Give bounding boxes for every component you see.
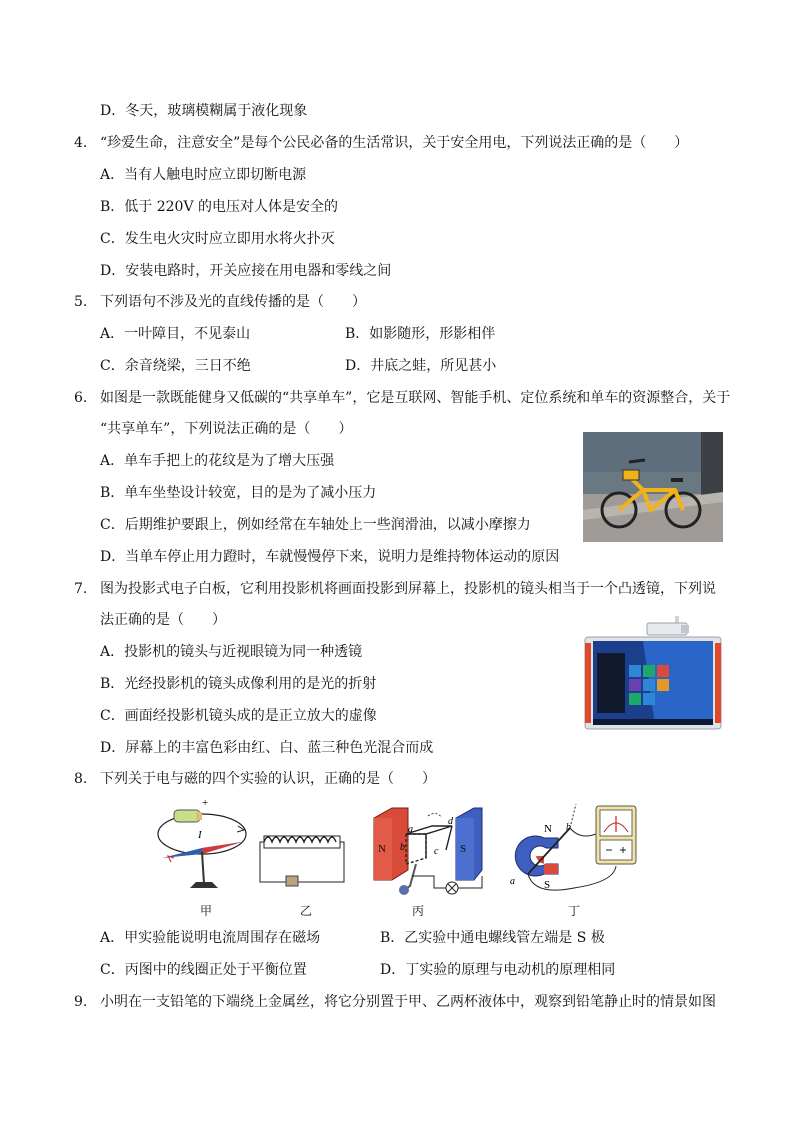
wire-b-label: b: [566, 822, 571, 833]
q3-option-d: D．冬天，玻璃模糊属于液化现象: [100, 103, 308, 119]
q5-stem: 下列语句不涉及光的直线传播的是（ ）: [100, 294, 366, 310]
q8-option-c: C．丙图中的线圈正处于平衡位置: [100, 962, 307, 978]
magnet-s-label: S: [460, 843, 467, 855]
caption-bing: 丙: [412, 904, 425, 918]
q8-number: 8.: [74, 771, 88, 787]
q7-option-d: D．屏幕上的丰富色彩由红、白、蓝三种色光混合而成: [100, 740, 434, 756]
q6-option-b: B．单车坐垫设计较宽，目的是为了减小压力: [100, 485, 377, 501]
q4-option-c: C．发生电火灾时应立即用水将火扑灭: [100, 231, 335, 247]
ding-n-label: N: [544, 823, 552, 835]
q8-option-b: B．乙实验中通电螺线管左端是 S 极: [380, 930, 605, 946]
current-label: I: [198, 829, 202, 841]
q6-number: 6.: [74, 390, 88, 406]
caption-ding: 丁: [568, 904, 581, 918]
q8-stem: 下列关于电与磁的四个实验的认识，正确的是（ ）: [100, 771, 436, 787]
experiment-bing-diagram: [370, 804, 490, 902]
q7-stem-line2: 法正确的是（ ）: [100, 612, 226, 628]
coil-c-label: c: [434, 846, 439, 857]
experiment-ding-diagram: [504, 804, 646, 898]
q9-number: 9.: [74, 994, 88, 1010]
caption-yi: 乙: [300, 904, 313, 918]
q4-number: 4.: [74, 135, 88, 151]
q6-stem-line2: “共享单车”，下列说法正确的是（ ）: [100, 421, 353, 437]
caption-jia: 甲: [200, 904, 213, 918]
coil-d-label: d: [448, 816, 453, 827]
q9-stem: 小明在一支铅笔的下端绕上金属丝，将它分别置于甲、乙两杯液体中，观察到铅笔静止时的情景如图: [100, 994, 716, 1010]
experiment-jia-diagram: [152, 796, 252, 896]
shared-bike-photo: [583, 432, 723, 542]
q5-option-b: B．如影随形，形影相伴: [345, 326, 496, 342]
q5-option-d: D．井底之蛙，所见甚小: [345, 358, 497, 374]
battery-plus-label: +: [202, 797, 209, 809]
q4-option-d: D．安装电路时，开关应接在用电器和零线之间: [100, 263, 392, 279]
magnet-n-label: N: [378, 843, 386, 855]
q4-option-a: A．当有人触电时应立即切断电源: [100, 167, 307, 183]
whiteboard-projector-photo: [583, 613, 723, 731]
coil-b-label: b: [400, 842, 405, 853]
q5-option-a: A．一叶障目，不见泰山: [100, 326, 251, 342]
q5-number: 5.: [74, 294, 88, 310]
q4-stem: “珍爱生命，注意安全”是每个公民必备的生活常识，关于安全用电，下列说法正确的是（ ）: [100, 135, 689, 151]
ding-s-label: S: [544, 879, 551, 891]
q7-option-c: C．画面经投影机镜头成的是正立放大的虚像: [100, 708, 377, 724]
q4-option-b: B．低于 220V 的电压对人体是安全的: [100, 199, 339, 215]
q6-stem-line1: 如图是一款既能健身又低碳的“共享单车”，它是互联网、智能手机、定位系统和单车的资源整合，关于: [100, 390, 731, 406]
q7-option-a: A．投影机的镜头与近视眼镜为同一种透镜: [100, 644, 363, 660]
q7-option-b: B．光经投影机的镜头成像利用的是光的折射: [100, 676, 377, 692]
q6-option-d: D．当单车停止用力蹬时，车就慢慢停下来，说明力是维持物体运动的原因: [100, 549, 560, 565]
wire-a-label: a: [510, 876, 515, 887]
q6-option-a: A．单车手把上的花纹是为了增大压强: [100, 453, 335, 469]
q6-option-c: C．后期维护要跟上，例如经常在车轴处上一些润滑油，以减小摩擦力: [100, 517, 531, 533]
q7-stem-line1: 图为投影式电子白板，它利用投影机将画面投影到屏幕上，投影机的镜头相当于一个凸透镜，下列说: [100, 581, 716, 597]
q8-option-a: A．甲实验能说明电流周围存在磁场: [100, 930, 321, 946]
q7-number: 7.: [74, 581, 88, 597]
coil-a-label: a: [408, 824, 413, 835]
q8-option-d: D．丁实验的原理与电动机的原理相同: [380, 962, 616, 978]
experiment-yi-diagram: [258, 828, 348, 896]
q5-option-c: C．余音绕梁，三日不绝: [100, 358, 251, 374]
